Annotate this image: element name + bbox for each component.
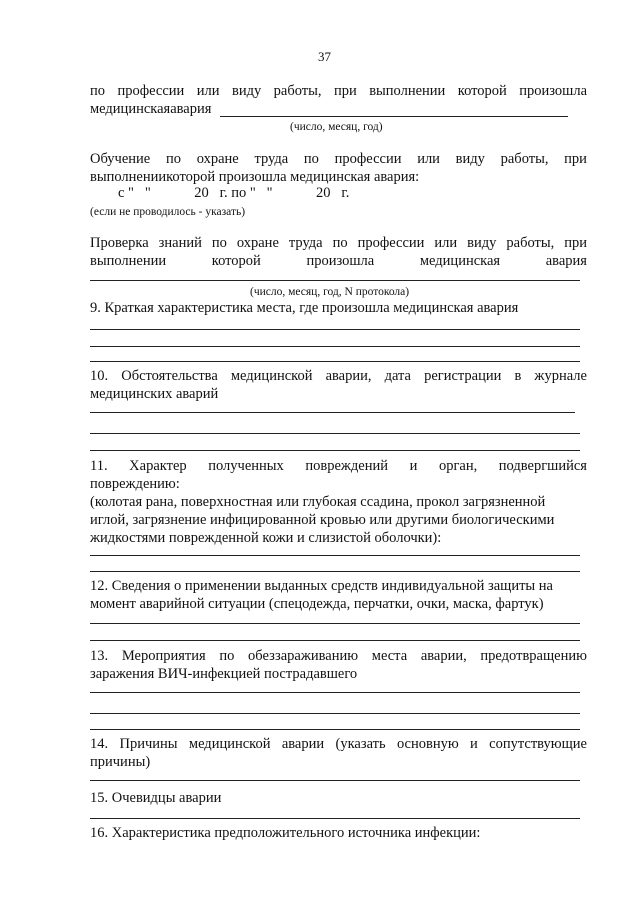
word: работы, bbox=[506, 235, 555, 251]
word: по bbox=[303, 151, 319, 167]
word: виду bbox=[455, 151, 485, 167]
knowledge-line-1 bbox=[90, 234, 587, 252]
item-15-line bbox=[90, 818, 580, 819]
word: охране bbox=[236, 235, 279, 251]
word: работы, bbox=[273, 83, 322, 99]
item-14-line-2: причины) bbox=[90, 754, 151, 770]
word: Характер bbox=[129, 458, 187, 474]
item-10-line bbox=[90, 412, 575, 413]
training-line-2: выполнениикоторой произошла медицинская авария: bbox=[90, 169, 420, 185]
profession-date-line bbox=[220, 116, 568, 117]
word: работы, bbox=[500, 151, 549, 167]
word: аварии, bbox=[420, 648, 467, 664]
word: труда bbox=[288, 235, 323, 251]
item-15-title: 15. Очевидцы аварии bbox=[90, 790, 222, 806]
item-12-line-1: 12. Сведения о применении выданных средств индивидуальной защиты на bbox=[90, 578, 553, 594]
word: предотвращению bbox=[480, 648, 587, 664]
item-13-line-2: заражения ВИЧ-инфекцией пострадавшего bbox=[90, 666, 358, 682]
word: профессии bbox=[357, 235, 425, 251]
word: орган, bbox=[438, 458, 478, 474]
word: журнале bbox=[534, 368, 587, 384]
item-10-line-2: медицинских аварий bbox=[90, 386, 219, 402]
word: подвергшийся bbox=[498, 458, 587, 474]
word: 11. bbox=[90, 458, 108, 474]
word: аварии, bbox=[325, 368, 372, 384]
word: дата bbox=[384, 368, 411, 384]
item-11-line-4: иглой, загрязнение инфицированной кровью или другими биологическими bbox=[90, 512, 555, 528]
item-11-line-5: жидкостями поврежденной кожи и слизистой оболочки): bbox=[90, 530, 442, 546]
word: или bbox=[196, 83, 220, 99]
item-14-line bbox=[90, 780, 580, 781]
word: по bbox=[219, 648, 235, 664]
item-9-line bbox=[90, 329, 580, 330]
training-note: (если не проводилось - указать) bbox=[90, 206, 246, 218]
word: (указать bbox=[335, 736, 386, 752]
word: знаний bbox=[158, 235, 202, 251]
item-11-line-3: (колотая рана, поверхностная или глубокая ссадина, прокол загрязненной bbox=[90, 494, 546, 510]
word: охране bbox=[196, 151, 239, 167]
profession-date-caption: (число, месяц, год) bbox=[290, 121, 383, 133]
word: медицинской bbox=[230, 368, 313, 384]
item-16-title: 16. Характеристика предположительного источника инфекции: bbox=[90, 825, 481, 841]
word: 13. bbox=[90, 648, 109, 664]
word: труда bbox=[254, 151, 289, 167]
word: сопутствующие bbox=[489, 736, 587, 752]
item-9-line bbox=[90, 361, 580, 362]
profession-line-2: медицинскаяавария bbox=[90, 101, 212, 117]
word: полученных bbox=[208, 458, 284, 474]
item-12-line bbox=[90, 640, 580, 641]
item-13-line-1 bbox=[90, 647, 587, 665]
item-10-line bbox=[90, 450, 580, 451]
word: произошла bbox=[519, 83, 587, 99]
word: Проверка bbox=[90, 235, 149, 251]
item-13-line bbox=[90, 729, 580, 730]
word: профессии bbox=[334, 151, 402, 167]
word: по bbox=[90, 83, 106, 99]
word: авария bbox=[545, 253, 587, 269]
word: по bbox=[165, 151, 181, 167]
word: которой bbox=[457, 83, 507, 99]
item-10-line bbox=[90, 433, 580, 434]
item-13-line bbox=[90, 692, 580, 693]
word: выполнении bbox=[369, 83, 446, 99]
word: которой bbox=[211, 253, 261, 269]
knowledge-line-2 bbox=[90, 252, 587, 270]
word: выполнении bbox=[90, 253, 167, 269]
word: при bbox=[333, 83, 357, 99]
word: виду bbox=[231, 83, 262, 99]
item-11-line bbox=[90, 555, 580, 556]
word: медицинской bbox=[188, 736, 271, 752]
word: произошла bbox=[306, 253, 375, 269]
word: или bbox=[417, 151, 440, 167]
word: Мероприятия bbox=[121, 648, 206, 664]
item-9-title: 9. Краткая характеристика места, где произошла медицинская авария bbox=[90, 300, 519, 316]
training-dates: с " " 20 г. по " " 20 г. bbox=[118, 185, 350, 201]
word: регистрации bbox=[424, 368, 502, 384]
profession-line-1 bbox=[90, 82, 587, 100]
word: Обстоятельства bbox=[121, 368, 218, 384]
word: по bbox=[211, 235, 227, 251]
item-9-line bbox=[90, 346, 580, 347]
knowledge-caption: (число, месяц, год, N протокола) bbox=[250, 286, 410, 298]
word: Обучение bbox=[90, 151, 151, 167]
page-number: 37 bbox=[318, 49, 331, 64]
word: и bbox=[409, 458, 418, 474]
item-10-line-1 bbox=[90, 367, 587, 385]
word: виду bbox=[467, 235, 497, 251]
item-11-line-1 bbox=[90, 457, 587, 475]
word: или bbox=[434, 235, 458, 251]
word: профессии bbox=[117, 83, 185, 99]
item-12-line-2: момент аварийной ситуации (спецодежда, перчатки, очки, маска, фартук) bbox=[90, 596, 544, 612]
word: аварии bbox=[281, 736, 325, 752]
word: обеззараживанию bbox=[248, 648, 359, 664]
word: и bbox=[470, 736, 478, 752]
word: основную bbox=[396, 736, 459, 752]
word: по bbox=[332, 235, 348, 251]
item-12-line bbox=[90, 623, 580, 624]
word: места bbox=[371, 648, 408, 664]
word: Причины bbox=[119, 736, 178, 752]
knowledge-line-fill bbox=[90, 280, 580, 281]
word: повреждений bbox=[305, 458, 389, 474]
item-13-line bbox=[90, 713, 580, 714]
word: в bbox=[514, 368, 522, 384]
word: 14. bbox=[90, 736, 109, 752]
item-14-line-1 bbox=[90, 735, 587, 753]
word: медицинская bbox=[419, 253, 501, 269]
training-line-1 bbox=[90, 150, 587, 168]
word: 10. bbox=[90, 368, 109, 384]
word: при bbox=[564, 151, 587, 167]
item-11-line-2: повреждению: bbox=[90, 476, 180, 492]
word: при bbox=[564, 235, 587, 251]
item-11-line bbox=[90, 571, 580, 572]
